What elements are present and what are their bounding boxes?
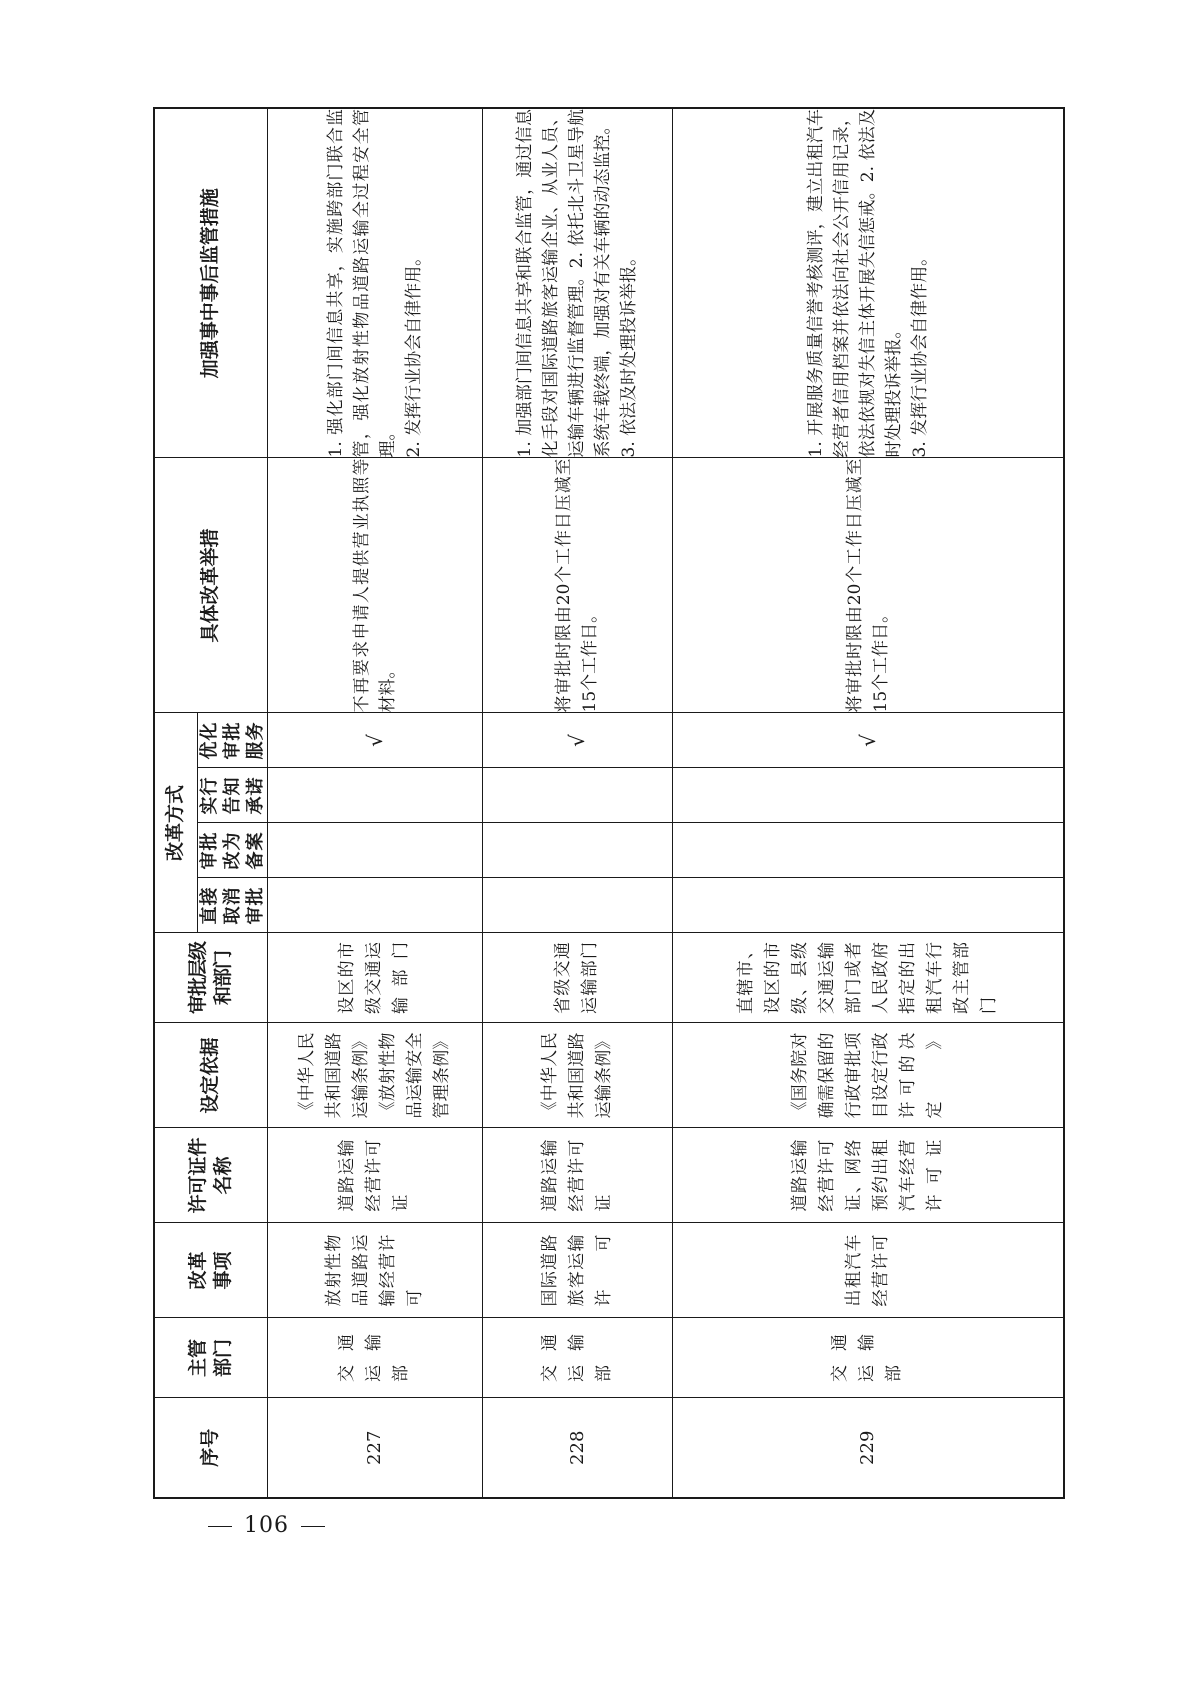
- cell-permit: [267, 1128, 482, 1223]
- cell-method-commitment: [267, 768, 482, 823]
- cell-measures: 将审批时限由20个工作日压减至15个工作日。: [672, 458, 1064, 713]
- supervision-line: 3. 依法及时处理投诉举报。: [619, 248, 639, 458]
- header-method-optimize: 优化审批服务: [197, 713, 267, 768]
- cell-level: [672, 933, 1064, 1023]
- cell-permit: [482, 1128, 672, 1223]
- cell-dept-text: 交通运输部: [830, 1334, 905, 1382]
- table-row: [267, 108, 482, 1498]
- header-seq: 序号: [154, 1398, 267, 1498]
- header-level: [154, 933, 267, 1023]
- header-method-filing: 审批改为备案: [197, 823, 267, 878]
- cell-method-cancel: [267, 878, 482, 933]
- cell-supervision: [482, 108, 672, 458]
- header-dept-text: 主管部门: [186, 1339, 234, 1378]
- cell-basis: [672, 1023, 1064, 1128]
- cell-method-cancel: [482, 878, 672, 933]
- cell-level-text: 省级交通运输部门: [553, 942, 600, 1014]
- cell-basis: [482, 1023, 672, 1128]
- header-supervision: 加强事中事后监管措施: [154, 108, 267, 458]
- cell-supervision: [267, 108, 482, 458]
- cell-dept-text: 交通运输部: [539, 1334, 614, 1382]
- cell-permit-text: 道路运输经营许可证、网络预约出租汽车经营许可证: [789, 1139, 945, 1212]
- cell-dept-text: 交通运输部: [337, 1334, 411, 1382]
- cell-permit-text: 道路运输经营许可证: [337, 1139, 411, 1212]
- cell-basis-text: 《中华人民共和国道路运输条例》: [539, 1032, 614, 1119]
- cell-dept: [482, 1318, 672, 1398]
- header-item-text: 改革事项: [186, 1251, 234, 1290]
- cell-measures: 将审批时限由20个工作日压减至15个工作日。: [482, 458, 672, 713]
- header-method-cancel: 直接取消审批: [197, 878, 267, 933]
- header-level-text: 审批层级和部门: [186, 942, 234, 1015]
- check-mark: √: [482, 713, 672, 768]
- header-row-1: [154, 108, 197, 1498]
- cell-level: [267, 933, 482, 1023]
- cell-supervision: [672, 108, 1064, 458]
- header-permit-text: 许可证件名称: [186, 1137, 234, 1214]
- cell-method-filing: [482, 823, 672, 878]
- footer-dash-left: [208, 1526, 232, 1527]
- supervision-line: 1. 加强部门间信息共享和联合监管，通过信息化手段对国际道路旅客运输企业、从业人员、运输车辆进行监督管理。2. 依托北斗卫星导航系统车载终端，加强对有关车辆的动态监控。: [515, 108, 613, 458]
- header-item: [154, 1223, 267, 1318]
- cell-method-filing: [267, 823, 482, 878]
- cell-item: [672, 1223, 1064, 1318]
- cell-item-text: 放射性物品道路运输经营许可: [323, 1234, 425, 1307]
- cell-basis: [267, 1023, 482, 1128]
- cell-permit-text: 道路运输经营许可证: [539, 1139, 614, 1212]
- header-permit: [154, 1128, 267, 1223]
- cell-level-text: 直辖市、设区的市级、县级交通运输部门或者人民政府指定的出租汽车行政主管部门: [735, 942, 999, 1014]
- cell-basis-text: 《国务院对确需保留的行政审批项目设定行政许可的决定》: [789, 1032, 945, 1119]
- cell-method-commitment: [482, 768, 672, 823]
- cell-level-text: 设区的市级交通运输部门: [337, 942, 411, 1014]
- rotated-table-wrapper: [153, 108, 1043, 1499]
- cell-dept: [267, 1318, 482, 1398]
- page-footer: [196, 1513, 337, 1538]
- reform-table: [153, 107, 1065, 1499]
- footer-dash-right: [301, 1526, 325, 1527]
- check-mark: √: [672, 713, 1064, 768]
- table-row: [482, 108, 672, 1498]
- cell-item-text: 出租汽车经营许可: [843, 1234, 891, 1307]
- header-method: 改革方式: [154, 713, 197, 933]
- cell-item: [267, 1223, 482, 1318]
- check-mark: √: [267, 713, 482, 768]
- cell-item: [482, 1223, 672, 1318]
- cell-item-text: 国际道路旅客运输许可: [539, 1234, 614, 1307]
- header-measures: 具体改革举措: [154, 458, 267, 713]
- cell-seq: 227: [267, 1398, 482, 1498]
- cell-method-commitment: [672, 768, 1064, 823]
- cell-basis-text: 《中华人民共和国道路运输条例》《放射性物品运输安全管理条例》: [296, 1032, 452, 1119]
- supervision-line: 3. 发挥行业协会自律作用。: [909, 248, 930, 458]
- header-dept: [154, 1318, 267, 1398]
- cell-level: [482, 933, 672, 1023]
- cell-seq: 228: [482, 1398, 672, 1498]
- page-number: 106: [244, 1513, 289, 1538]
- cell-dept: [672, 1318, 1064, 1398]
- supervision-line: 2. 发挥行业协会自律作用。: [403, 248, 424, 458]
- supervision-line: 1. 开展服务质量信誉考核测评，建立出租汽车经营者信用档案并依法向社会公开信用记录，依法依规对失信主体开展失信惩戒。2. 依法及时处理投诉举报。: [805, 108, 904, 458]
- cell-method-filing: [672, 823, 1064, 878]
- cell-seq: 229: [672, 1398, 1064, 1498]
- cell-measures: 不再要求申请人提供营业执照等材料。: [267, 458, 482, 713]
- table-row: [672, 108, 1064, 1498]
- header-method-commitment: 实行告知承诺: [197, 768, 267, 823]
- cell-method-cancel: [672, 878, 1064, 933]
- supervision-line: 1. 强化部门间信息共享，实施跨部门联合监管，强化放射性物品道路运输全过程安全管理。: [325, 108, 398, 458]
- header-basis: 设定依据: [154, 1023, 267, 1128]
- cell-permit: [672, 1128, 1064, 1223]
